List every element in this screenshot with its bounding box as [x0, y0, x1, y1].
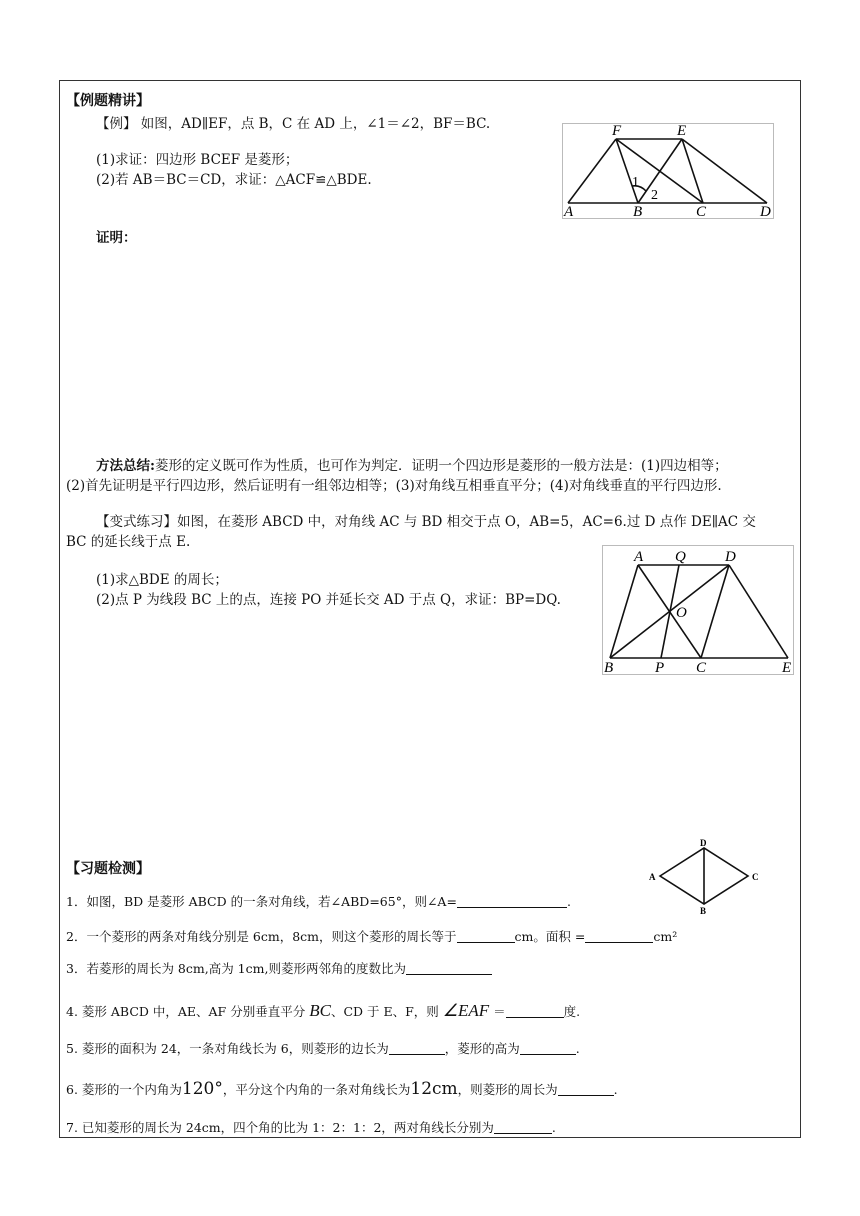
- label-b: B: [633, 204, 643, 219]
- question-6: [66, 1080, 618, 1099]
- example-part2: (2)若 AB＝BC＝CD，求证：△ACF≌△BDE.: [96, 172, 372, 188]
- v-label-e: E: [782, 660, 792, 675]
- proof-label: 证明：: [96, 230, 137, 246]
- label-angle-2: 2: [651, 188, 658, 203]
- method-label: 方法总结:: [96, 458, 155, 474]
- q1-label-d: D: [700, 838, 707, 848]
- question-1: [66, 893, 571, 911]
- question-4: [66, 1002, 580, 1021]
- variant-part2: (2)点 P 为线段 BC 上的点，连接 PO 并延长交 AD 于点 Q，求证：BP=DQ.: [96, 592, 561, 608]
- q1-text: 1．如图，BD 是菱形 ABCD 的一条对角线，若∠ABD=65°，则∠A=: [66, 894, 457, 909]
- example-part1: (1)求证：四边形 BCEF 是菱形；: [96, 152, 299, 168]
- figure-rhombus-q1: [642, 836, 768, 918]
- q4-bc: BC: [309, 1001, 331, 1020]
- label-a: A: [564, 204, 574, 219]
- label-angle-1: 1: [632, 175, 639, 190]
- q6-length: 12cm: [410, 1079, 458, 1099]
- method-summary-line2: (2)首先证明是平行四边形，然后证明有一组邻边相等；(3)对角线互相垂直平分；(4)对角线垂直的平行四边形.: [66, 478, 722, 494]
- q6-angle: 120°: [181, 1079, 223, 1099]
- q3-text: 3．若菱形的周长为 8cm,高为 1cm,则菱形两邻角的度数比为: [66, 961, 406, 976]
- q4-text-2: 、CD 于 E、F，则: [330, 1004, 439, 1019]
- v-label-p: P: [655, 660, 665, 675]
- label-c: C: [696, 204, 707, 219]
- q1-answer-blank[interactable]: [457, 893, 567, 908]
- q5-side-blank[interactable]: [389, 1040, 445, 1055]
- q1-label-a: A: [649, 872, 656, 882]
- q4-answer-blank[interactable]: [506, 1003, 564, 1018]
- section-heading-exercises: 【习题检测】: [66, 861, 150, 877]
- q2-text-2: cm。面积 =: [514, 929, 586, 944]
- example-problem-text: 如图，AD∥EF，点 B，C 在 AD 上，∠1＝∠2，BF＝BC.: [140, 116, 491, 132]
- example-tag: 【例】: [96, 116, 137, 132]
- variant-part1: (1)求△BDE 的周长；: [96, 572, 228, 588]
- q3-answer-blank[interactable]: [406, 960, 492, 975]
- q5-text: 5. 菱形的面积为 24，一条对角线长为 6，则菱形的边长为: [66, 1041, 389, 1056]
- q6-end: .: [613, 1082, 618, 1097]
- q5-end: .: [575, 1041, 580, 1056]
- question-7: [66, 1119, 556, 1137]
- v-label-b: B: [604, 660, 614, 675]
- label-e: E: [677, 123, 687, 139]
- label-d: D: [760, 204, 771, 219]
- q5-height-blank[interactable]: [520, 1040, 576, 1055]
- q6-text-2: ，平分这个内角的一条对角线长为: [222, 1082, 411, 1097]
- q4-unit: 度.: [563, 1004, 581, 1019]
- v-label-q: Q: [675, 549, 686, 565]
- q6-text-3: ，则菱形的周长为: [457, 1082, 558, 1097]
- q6-text: 6. 菱形的一个内角为: [66, 1082, 182, 1097]
- method-summary-line1: [96, 456, 728, 476]
- variant-tag: 【变式练习】: [96, 514, 177, 530]
- q4-text: 4. 菱形 ABCD 中，AE、AF 分别垂直平分: [66, 1004, 306, 1019]
- question-5: [66, 1040, 580, 1058]
- q2-area-blank[interactable]: [585, 928, 653, 943]
- q1-end: .: [566, 894, 571, 909]
- figure-rhombus-bcef: [562, 123, 774, 219]
- q7-end: .: [551, 1120, 556, 1135]
- section-heading-example: 【例题精讲】: [66, 93, 150, 109]
- q7-text: 7. 已知菱形的周长为 24cm，四个角的比为 1：2：1：2，两对角线长分别为: [66, 1120, 494, 1135]
- v-label-d: D: [725, 549, 736, 565]
- q2-unit: cm²: [653, 929, 678, 944]
- v-label-c: C: [696, 660, 707, 675]
- q6-answer-blank[interactable]: [558, 1081, 614, 1096]
- question-2: [66, 928, 677, 946]
- q7-answer-blank[interactable]: [494, 1119, 552, 1134]
- q1-label-c: C: [752, 872, 759, 882]
- label-f: F: [612, 123, 622, 139]
- variant-text-1: 如图，在菱形 ABCD 中，对角线 AC 与 BD 相交于点 O，AB=5，AC=6.过 D 点作 DE∥AC 交: [177, 514, 756, 530]
- variant-line1: [96, 512, 756, 532]
- v-label-o: O: [676, 605, 687, 621]
- variant-line2: BC 的延长线于点 E.: [66, 534, 191, 550]
- q2-text: 2．一个菱形的两条对角线分别是 6cm，8cm，则这个菱形的周长等于: [66, 929, 457, 944]
- method-text-1: 菱形的定义既可作为性质，也可作为判定．证明一个四边形是菱形的一般方法是：(1)四边相等；: [154, 458, 728, 474]
- q4-angle: ∠EAF: [442, 1001, 490, 1020]
- q4-equals: ＝: [493, 1004, 506, 1019]
- question-3: [66, 960, 492, 978]
- q2-perimeter-blank[interactable]: [457, 928, 515, 943]
- q1-label-b: B: [700, 906, 707, 916]
- q5-text-2: ，菱形的高为: [444, 1041, 520, 1056]
- example-problem: [96, 114, 490, 134]
- figure-rhombus-abcd-variant: [602, 545, 794, 675]
- v-label-a: A: [634, 549, 644, 565]
